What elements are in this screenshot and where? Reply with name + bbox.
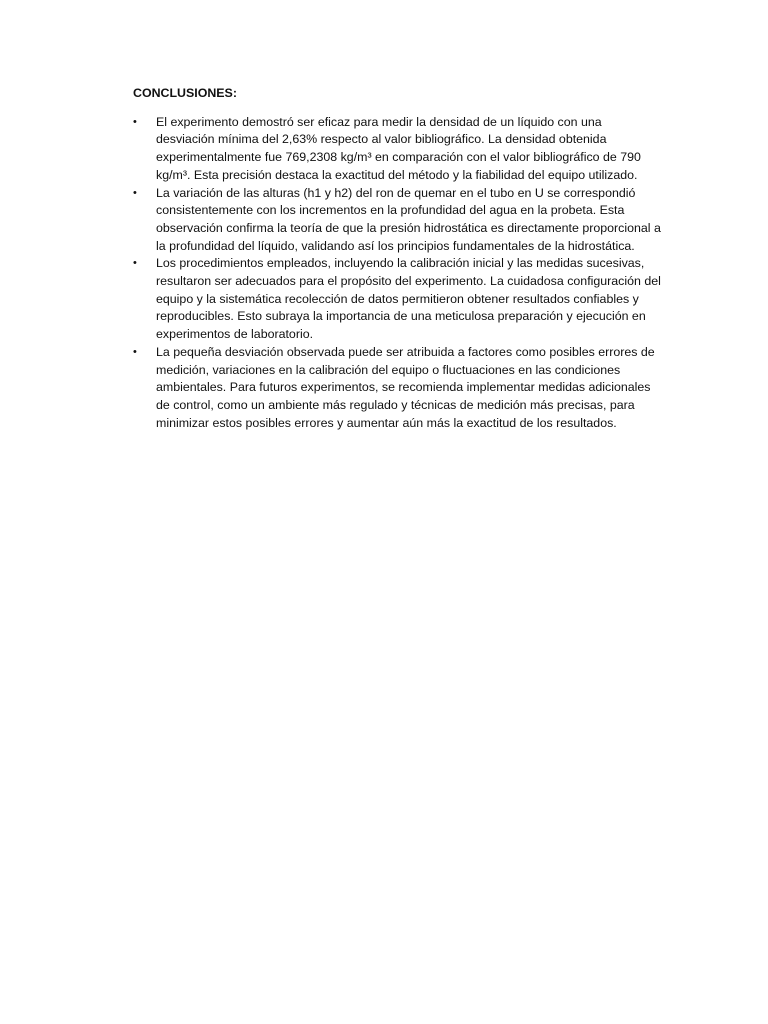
bullet-icon: • (133, 257, 137, 270)
list-item-text: Los procedimientos empleados, incluyendo la calibración inicial y las medidas sucesivas, resultaron ser adecuados para el propósito del experimento. La cuidadosa configuración del equipo y la sistemática recolección de datos permitieron obtener resultados confiables y reproducibles. Esto subraya la importancia de una meticulosa preparación y ejecución en experimentos de laboratorio. (156, 256, 661, 342)
list-item-text: La variación de las alturas (h1 y h2) del ron de quemar en el tubo en U se correspondió consistentemente con los incrementos en la profundidad del agua en la probeta. Esta observación confirma la teoría de que la presión hidrostática es directamente proporcional a la profundidad del líquido, validando así los principios fundamentales de la hidrostática. (156, 185, 661, 253)
list-item (133, 344, 663, 433)
list-item (133, 185, 663, 256)
conclusions-list (133, 114, 663, 433)
bullet-icon: • (133, 115, 137, 128)
bullet-icon: • (133, 186, 137, 199)
list-item-text: El experimento demostró ser eficaz para medir la densidad de un líquido con una desviación mínima del 2,63% respecto al valor bibliográfico. La densidad obtenida experimentalmente fue 769,2308 kg/m³ en comparación con el valor bibliográfico de 790 kg/m³. Esta precisión destaca la exactitud del método y la fiabilidad del equipo utilizado. (156, 114, 641, 182)
section-heading: CONCLUSIONES: (133, 86, 237, 100)
list-item (133, 255, 663, 344)
list-item (133, 114, 663, 185)
list-item-text: La pequeña desviación observada puede ser atribuida a factores como posibles errores de medición, variaciones en la calibración del equipo o fluctuaciones en las condiciones ambientales. Para futuros experimentos, se recomienda implementar medidas adicionales de control, como un ambiente más regulado y técnicas de medición más precisas, para minimizar estos posibles errores y aumentar aún más la exactitud de los resultados. (156, 344, 655, 430)
document-body (133, 85, 663, 432)
bullet-icon: • (133, 345, 137, 358)
